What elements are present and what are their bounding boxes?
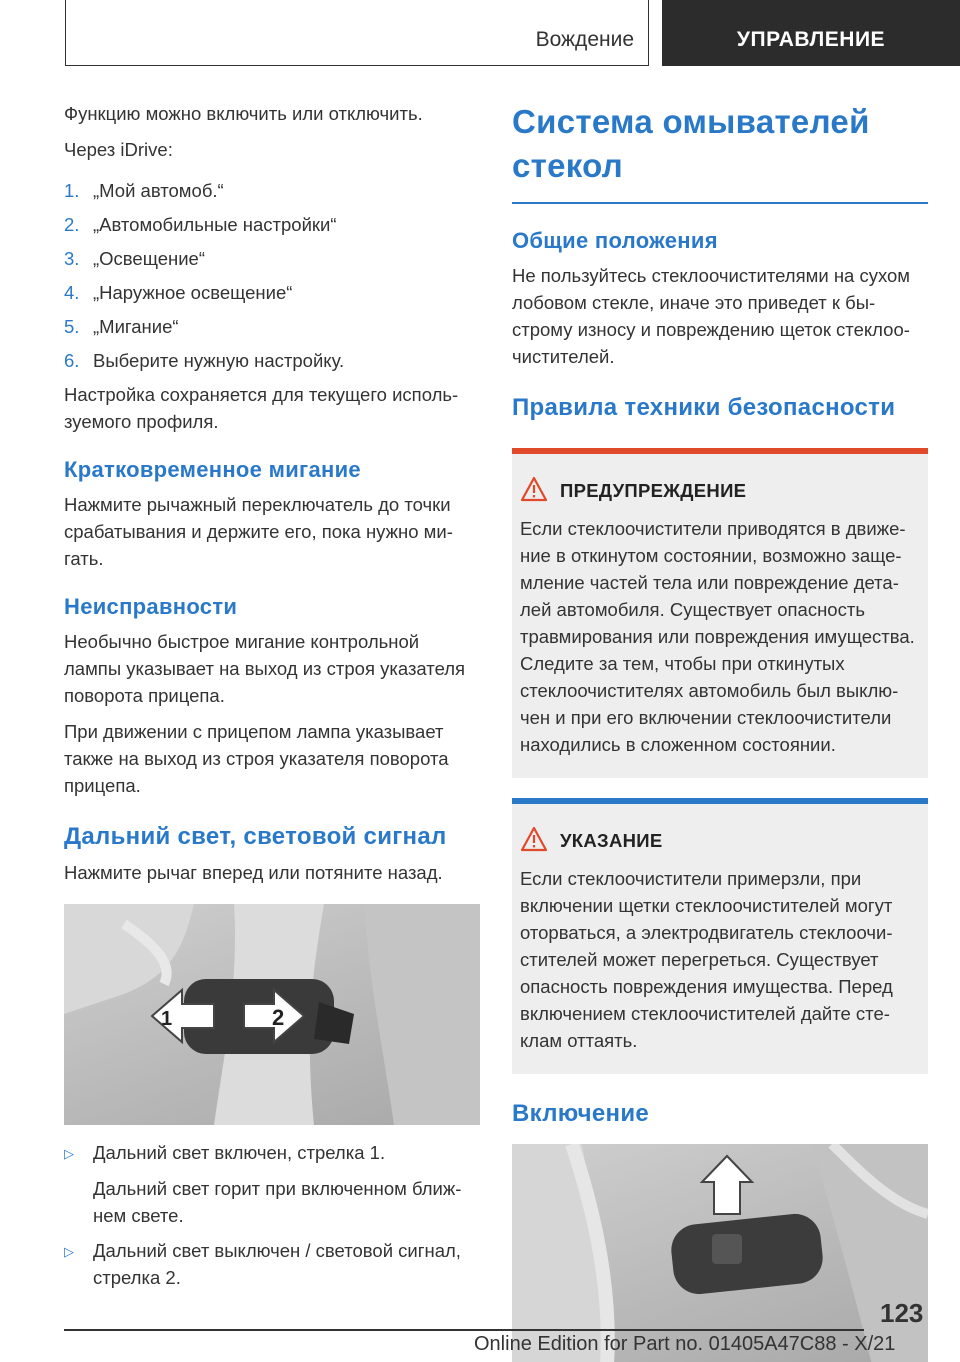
safety-heading: Правила техники безопасности — [512, 393, 896, 421]
general-text: Не пользуйтесь стеклоочистителями на сухом лобовом стекле, иначе это приведет к быстрому износу и повреждению щеток стеклоочистителей. — [512, 264, 911, 367]
beam-text: Нажмите рычаг вперед или потяните назад. — [64, 862, 443, 883]
step-item — [64, 245, 481, 272]
arrow-2-label: 2 — [272, 1005, 285, 1030]
bullet-item — [64, 1237, 481, 1291]
edition-text: Online Edition for Part no. 01405A47C88 - X/21 — [474, 1333, 896, 1355]
arrow-1-label: 1 — [161, 1008, 173, 1030]
idrive-text: Через iDrive: — [64, 139, 173, 160]
step-number: 4. — [64, 282, 80, 303]
step-item — [64, 279, 481, 306]
warning-box — [512, 448, 928, 778]
step-text: Выберите нужную настройку. — [93, 350, 345, 371]
lever-drawing — [64, 904, 480, 1125]
fault-heading: Неисправности — [64, 594, 238, 619]
caution-triangle-icon — [520, 826, 560, 857]
step-text: „Мой автомоб.“ — [93, 180, 224, 201]
warning-triangle-icon — [520, 476, 560, 507]
note-text: Если стеклоочистители примерзли, при включении щетки стеклоочистителей могут оторваться, а электродвигатель стеклоочистителей может перегреться. Существует опасность повреждения имущества. Перед включением стеклоочистителей дайте стеклам оттаять. — [520, 867, 893, 1051]
beam-heading: Дальний свет, световой сигнал — [64, 823, 447, 850]
bullet-subtext: Дальний свет горит при включенном ближнем свете. — [93, 1178, 462, 1226]
page-title: Система омывателей стекол — [512, 103, 870, 184]
beam-bullets — [64, 1139, 481, 1167]
step-text: „Автомобильные настройки“ — [93, 214, 337, 235]
step-item — [64, 347, 481, 374]
idrive-steps — [64, 177, 481, 374]
left-column — [64, 100, 481, 1299]
chapter-tab — [662, 0, 960, 66]
section-tab — [65, 0, 649, 66]
flash-text: Нажмите рычажный переключатель до точки срабатывания и держите его, пока нужно мигать. — [64, 494, 453, 569]
chapter-title: УПРАВЛЕНИЕ — [736, 28, 886, 51]
step-number: 3. — [64, 248, 80, 269]
step-number: 5. — [64, 316, 80, 337]
title-divider — [512, 202, 928, 204]
bullet-item — [64, 1139, 481, 1167]
step-item — [64, 211, 481, 238]
section-title: Вождение — [535, 28, 634, 51]
step-number: 1. — [64, 180, 80, 201]
step-text: „Освещение“ — [93, 248, 206, 269]
note-box — [512, 798, 928, 1074]
lever-illustration — [64, 904, 480, 1125]
note-title: УКАЗАНИЕ — [560, 830, 663, 851]
beam-bullets-2 — [64, 1237, 481, 1291]
fault-text-1: Необычно быстрое мигание контрольной лампы указывает на выход из строя указателя поворота прицепа. — [64, 631, 466, 706]
saved-text: Настройка сохраняется для текущего используемого профиля. — [64, 384, 459, 432]
warning-title: ПРЕДУПРЕЖДЕНИЕ — [560, 480, 747, 501]
flash-heading: Кратковременное мигание — [64, 457, 361, 482]
step-number: 2. — [64, 214, 80, 235]
footer-divider — [64, 1329, 864, 1331]
fault-text-2: При движении с прицепом лампа указывает также на выход из строя указателя поворота прицепа. — [64, 721, 449, 796]
page-number: 123 — [880, 1298, 924, 1328]
bullet-text: Дальний свет включен, стрелка 1. — [93, 1142, 386, 1163]
bullet-text: Дальний свет выключен / световой сигнал, стрелка 2. — [93, 1240, 461, 1288]
page-header — [65, 0, 960, 66]
general-heading: Общие положения — [512, 227, 718, 253]
switch-heading: Включение — [512, 1099, 650, 1127]
step-item — [64, 313, 481, 340]
step-number: 6. — [64, 350, 80, 371]
triangle-bullet-icon: ▷ — [64, 1244, 74, 1259]
warning-text: Если стеклоочистители приводятся в движение в откинутом состоянии, возможно защемление частей тела или повреждение деталей автомобиля. Существует опасность травмирования или повреждения имущества. Следите за тем, чтобы при откинутых стеклоочистителях автомобиль был выключен и при его включении стеклоочистители находились в сложенном состоянии. — [520, 517, 915, 755]
right-column — [512, 100, 928, 1362]
step-text: „Наружное освещение“ — [93, 282, 293, 303]
step-item — [64, 177, 481, 204]
triangle-bullet-icon: ▷ — [64, 1146, 74, 1161]
intro-text: Функцию можно включить или отключить. — [64, 103, 423, 124]
step-text: „Мигание“ — [93, 316, 179, 337]
